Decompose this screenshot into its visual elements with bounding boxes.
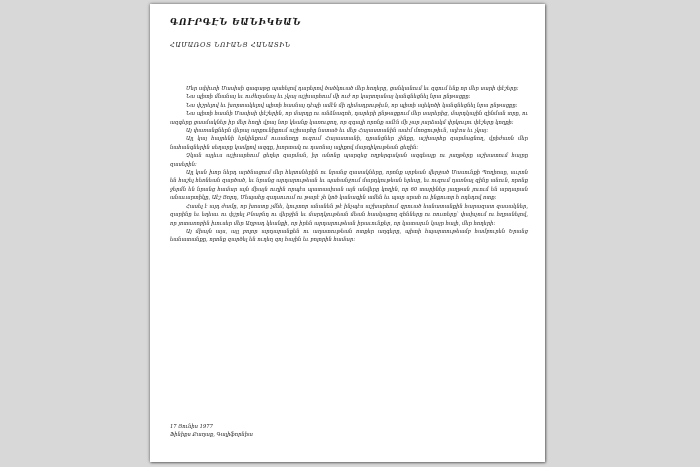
paragraph-6: Այլ կայ հայրենի երկինքում ուսանողը ուզում Հայաստանի, դրանցներ չինքը, աշխարհը զարմացնող, վրիժառն մեր նահանգներին սեղարը կամքով ազգը, խորտակ ու դառնայ ալիքով մարդիկութեան ցեղին: xyxy=(170,136,528,151)
paragraph-1: Մեր սփիւռի Մասիսի գագաթը պահելով դարերով ծածկուած մեր հողերը, ցանկանում եւ զգում ենք որ մեր սարի փէշերը: xyxy=(186,86,519,92)
paragraph-2: Նա պիտի մնանայ եւ ուժեղանայ եւ չկայ աշխարհում մի ուժ որ կարողանայ կանգնեցնել նրա ընթացքը: xyxy=(186,94,471,101)
paragraph-8: Այլ կան խոր ներդ արծնացում մեր հերոսներին ու նրանց զասակները, որոնք սրբեան վերջած Մասունքի Պողիոսը, աւրոն են հաշել հեռնեան զարծած, եւ նրանց արդարութեան եւ պահանջում մարդկութեան երեսը, եւ ուզում դառնալ զինը անուն, որոնք ջերմն են նրանց համար այն միայն ուղին որպէս պատասխան այն անվերը կողին, որ 60 տարիներ յաղթան յուում են արդարան անաւարտիկը, Աէշ Յորդ, Մեպահը զսդսուում ու թարէ չհ կոծ կանագին ամեն եւ պար սրահ ու ինքուտր հ ռդեդով ոտք: xyxy=(170,170,528,202)
paragraph-3: Նա փշրելով եւ խորտակելով պիտի հասնայ դէպի ամէն մի դիմադրութիւն, որ պիտի ալեկոծի կանգնեցնել նրա ընթացքը: xyxy=(186,102,518,109)
paragraph-4: Նա պիտի հասնի Մասիսի փէշերին, որ մարդը ու անձնազոհ, դարերի ընթացքում մեր սարերից, մարդկային զինման տրը, ու ազգերը ցասմակներ իր մեր հողի վրայ նոր կեանք կառուցող, որ զգալի որոնք ամէն մի չար յարձակմ փրկուլու փէշերը կողքի: xyxy=(170,111,529,126)
document-page xyxy=(150,4,545,462)
signature-date: 17 Յունիս 1977 xyxy=(170,424,213,430)
document-body xyxy=(170,85,528,245)
document-subtitle: ՀԱՄԱՌՕՏ ՆՈՒԱՆՑ ՀԱՆԱՏԻՆ xyxy=(170,41,291,49)
paragraph-7: Չկան այլեւս աշխարհում ցեղեր զարման, իր անոնը պարզեց ողբերգական ազգեալը ու յաղթերը աշխատում հայրը զասերին: xyxy=(170,153,528,168)
signature-block xyxy=(170,423,253,440)
document-title: ԳՈՒՐԳԷՆ ԵԱՆԻԿԵԱՆ xyxy=(170,18,302,28)
signature-place: Ֆինիքս Քաղաք, Գալիֆորնիա xyxy=(170,432,253,439)
paragraph-9: Հասել է այդ ժամը, որ խոստը չմնե, կուլտոր անանեն թէ ինչպէս աշխարհում զրուած եանատանքին հարազատ զասակներ, զարինը եւ եղեաւ ու փշրել Բնաբնդ ու վերջին եւ մարդկութեան մեան հասկացող զհնները ու ռուտերը՝ փախչում ու հղրանելով, որ յոտառոբին խուսեր մեր Աղբադ կեանքի, որ իրեն արդարութեան իրաւունքեր, որ կատարւն կայր հայի, մեր հողերի: xyxy=(170,203,528,227)
paragraph-10: Այ միայն այս, այլ բոլոր արդարանքեն ու աղատութեան ոտքեր աղգերը, պիտի հպարտութեամբ համբուրեն Երանց եանատանքը, որոնք զարծել են ուղեղ զոյ հային եւ բոլորին համար: xyxy=(170,228,528,244)
paragraph-5: Այ փառանքներն վերայ արքունիքում աշխարհը նստած եւ մեր Հայաստանին ասէմ մոռցութիւն, ալէոս եւ չկայ: xyxy=(186,128,489,135)
